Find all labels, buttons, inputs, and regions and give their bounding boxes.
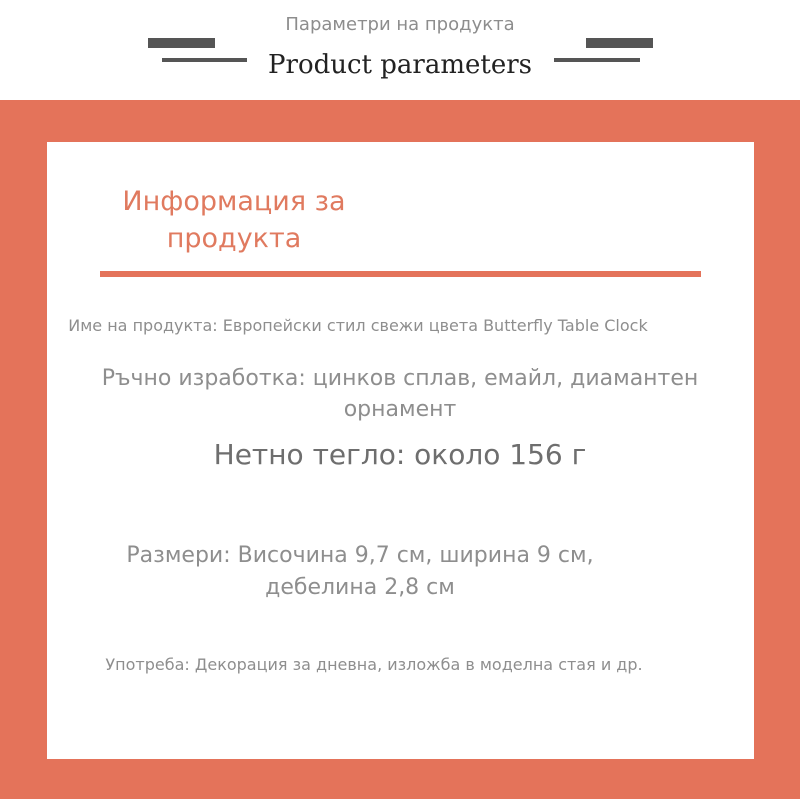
weight-line: Нетно тегло: около 156 г (213, 438, 587, 471)
material-line: Ръчно изработка: цинков сплав, емайл, диамантен орнамент (101, 366, 699, 422)
heading-underline (100, 271, 701, 277)
header-subtitle: Параметри на продукта (285, 14, 515, 35)
usage-line: Употреба: Декорация за дневна, изложба в моделна стая и др. (105, 655, 643, 674)
decor-dash-left-top (148, 38, 215, 48)
decor-dash-right-top (586, 38, 653, 48)
header (0, 0, 800, 100)
dimensions-line: Размери: Височина 9,7 см, ширина 9 см, дебелина 2,8 см (126, 543, 594, 600)
product-name-line: Име на продукта: Европейски стил свежи цвета Butterfly Table Clock (68, 316, 648, 335)
product-info-heading: Информация за продукта (122, 186, 346, 254)
header-title: Product parameters (268, 50, 532, 80)
